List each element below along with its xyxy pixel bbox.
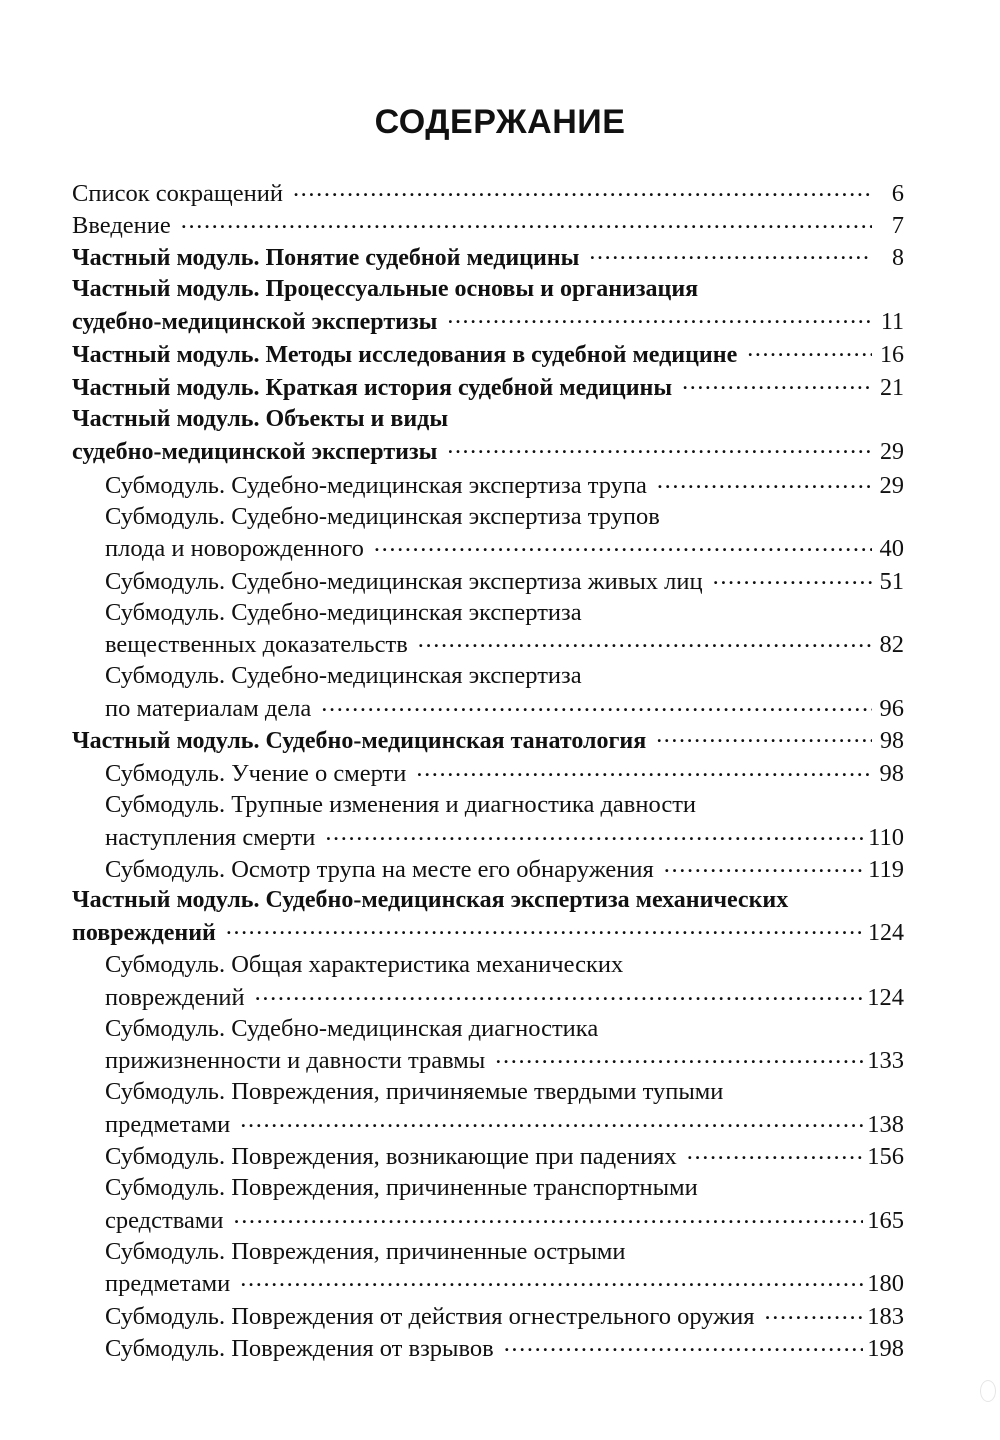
toc-entry: [72, 1076, 904, 1140]
toc-entry-row: [72, 916, 904, 949]
toc-entry-title: средствами: [105, 1206, 224, 1234]
toc-entry-row: [72, 724, 904, 757]
toc-entry: [72, 404, 904, 468]
toc-entry-title-line1: Субмодуль. Повреждения, причиненные острыми: [105, 1237, 626, 1265]
dot-leader: [447, 435, 872, 459]
dot-leader: [765, 1299, 864, 1324]
toc-entry: [72, 1332, 904, 1365]
toc-entry-row: [105, 1332, 904, 1365]
page-number: 133: [867, 1047, 904, 1074]
toc-entry-row: [105, 1044, 904, 1077]
page-number: 98: [880, 727, 904, 754]
toc-entry-title: Субмодуль. Повреждения от взрывов: [105, 1335, 494, 1362]
dot-leader: [495, 1044, 863, 1069]
toc-entry-title: плода и новорожденного: [105, 535, 364, 562]
toc-entry-title-line1: Субмодуль. Судебно-медицинская диагностика: [105, 1014, 599, 1042]
toc-entry-row: [105, 1203, 904, 1236]
toc-entry: [72, 1140, 904, 1173]
dot-leader: [240, 1107, 863, 1132]
page-number: 8: [892, 245, 904, 271]
toc-entry-title: предметами: [105, 1270, 231, 1297]
page-number: 29: [880, 439, 904, 465]
toc-entry-title: Субмодуль. Повреждения от действия огнестрельного оружия: [105, 1302, 755, 1330]
toc-entry-row: [105, 691, 904, 724]
toc-entry: [72, 1236, 904, 1300]
toc-entry-title: прижизненности и давности травмы: [105, 1047, 486, 1074]
toc-entry: [72, 501, 904, 565]
page-number: 51: [879, 567, 904, 595]
dot-leader: [226, 916, 864, 940]
toc-entry-row: [105, 980, 904, 1013]
page-number: 138: [867, 1110, 904, 1138]
toc-entry-title-line1: Частный модуль. Процессуальные основы и организация: [72, 276, 699, 302]
toc-entry: [72, 597, 904, 661]
toc-entry-title-line1: Субмодуль. Трупные изменения и диагностика давности: [105, 791, 697, 818]
dot-leader: [233, 1203, 863, 1228]
toc-entry: [72, 1013, 904, 1077]
toc-entry-title: Субмодуль. Судебно-медицинская экспертиза живых лиц: [105, 567, 703, 595]
toc-entry-title: Введение: [72, 212, 171, 239]
toc-entry-row: [72, 371, 904, 404]
dot-leader: [664, 853, 864, 878]
toc-entry: [72, 949, 904, 1013]
dot-leader: [325, 820, 864, 845]
toc-entry-row: [105, 532, 904, 565]
dot-leader: [656, 724, 872, 748]
page-number: 156: [867, 1143, 904, 1170]
toc-entry-row: [105, 1140, 904, 1173]
toc-entry: [72, 789, 904, 853]
toc-entry-title-line1: Частный модуль. Судебно-медицинская экспертиза механических: [72, 887, 789, 913]
toc-entry: [72, 338, 904, 371]
toc-entry: [72, 468, 904, 501]
page-number: 124: [868, 920, 904, 946]
toc-entry: [72, 274, 904, 338]
dot-leader: [321, 691, 872, 716]
page-number: 6: [891, 179, 904, 207]
page-number: 7: [891, 212, 904, 239]
page-number: 16: [880, 342, 904, 368]
toc-entry: [72, 853, 904, 886]
toc-entry-row: [72, 338, 904, 371]
toc-entry-title: Субмодуль. Повреждения, возникающие при падениях: [105, 1143, 677, 1170]
page-number: 198: [867, 1335, 904, 1362]
toc-entry-title: Субмодуль. Учение о смерти: [105, 760, 407, 787]
toc-entry: [72, 885, 904, 949]
toc-entry: [72, 176, 904, 209]
toc-entry-title-line1: Субмодуль. Повреждения, причиняемые твердыми тупыми: [105, 1078, 724, 1105]
dot-leader: [418, 628, 872, 653]
toc-entry: [72, 209, 904, 242]
toc-entry-row: [105, 853, 904, 886]
page-number: 40: [879, 535, 904, 562]
toc-entry-title-line1: Субмодуль. Судебно-медицинская экспертиза: [105, 598, 582, 626]
toc-entry-title: повреждений: [72, 920, 216, 946]
toc-entry-row: [72, 209, 904, 242]
toc-entry-title: Частный модуль. Судебно-медицинская танатология: [72, 727, 647, 754]
toc-entry-title: судебно-медицинской экспертизы: [72, 309, 438, 335]
page-number: 165: [867, 1206, 904, 1234]
toc-entry-title: Субмодуль. Судебно-медицинская экспертиза трупа: [105, 471, 647, 499]
toc-entry: [72, 1299, 904, 1332]
dot-leader: [240, 1267, 863, 1292]
dot-leader: [747, 338, 872, 362]
toc-entry-title: вещественных доказательств: [105, 631, 408, 658]
toc-entry-title-line1: Частный модуль. Объекты и виды: [72, 406, 449, 432]
toc-entry-title: судебно-медицинской экспертизы: [72, 439, 438, 465]
toc-entry-row: [72, 241, 904, 274]
dot-leader: [504, 1332, 864, 1357]
dot-leader: [293, 176, 872, 201]
toc-entry-row: [72, 435, 904, 468]
page-number: 82: [879, 631, 904, 658]
dot-leader: [374, 532, 872, 557]
toc-entry-row: [72, 305, 904, 338]
toc-entry-row: [105, 1299, 904, 1332]
toc-entry-title: Частный модуль. Методы исследования в судебной медицине: [72, 342, 738, 368]
toc-entry-title: наступления смерти: [105, 823, 316, 851]
page-edge-mark: [980, 1380, 996, 1402]
dot-leader: [255, 980, 864, 1005]
page-number: 110: [868, 823, 904, 851]
page-number: 11: [880, 309, 904, 335]
toc-entry: [72, 241, 904, 274]
toc-entry-title-line1: Субмодуль. Судебно-медицинская экспертиза: [105, 662, 582, 689]
toc-entry-title: Субмодуль. Осмотр трупа на месте его обнаружения: [105, 856, 654, 883]
page-number: 124: [867, 983, 904, 1011]
page-number: 29: [879, 471, 904, 499]
page-number: 21: [880, 375, 904, 401]
page-number: 96: [879, 694, 904, 722]
toc-entry-row: [105, 1107, 904, 1140]
toc-entry: [72, 757, 904, 790]
toc-entry: [72, 660, 904, 724]
dot-leader: [657, 468, 872, 493]
toc-entry-title: предметами: [105, 1110, 231, 1138]
dot-leader: [682, 371, 872, 395]
toc-entry-row: [105, 468, 904, 501]
page-number: 98: [879, 760, 904, 787]
toc-entry-title: повреждений: [105, 983, 245, 1011]
toc-entry-row: [105, 628, 904, 661]
toc-entry: [72, 371, 904, 404]
dot-leader: [181, 209, 872, 234]
toc-entry-row: [72, 176, 904, 209]
toc-entry-title: Частный модуль. Понятие судебной медицины: [72, 245, 580, 271]
toc-entry-title: Частный модуль. Краткая история судебной медицины: [72, 375, 673, 401]
dot-leader: [713, 564, 872, 589]
toc-entry: [72, 1172, 904, 1236]
page-number: 180: [867, 1270, 904, 1297]
table-of-contents: [72, 176, 904, 1364]
dot-leader: [447, 305, 872, 329]
toc-entry-title: по материалам дела: [105, 694, 312, 722]
toc-entry-row: [105, 564, 904, 597]
toc-entry-title-line1: Субмодуль. Общая характеристика механических: [105, 951, 624, 978]
page-number: 119: [868, 856, 904, 883]
dot-leader: [416, 757, 872, 782]
toc-entry-title-line1: Субмодуль. Судебно-медицинская экспертиза трупов: [105, 502, 660, 530]
toc-entry-row: [105, 820, 904, 853]
dot-leader: [589, 241, 872, 265]
dot-leader: [687, 1140, 863, 1165]
toc-entry-title-line1: Субмодуль. Повреждения, причиненные транспортными: [105, 1174, 698, 1201]
toc-entry: [72, 564, 904, 597]
toc-entry-row: [105, 757, 904, 790]
page-number: 183: [867, 1302, 904, 1330]
page-title: СОДЕРЖАНИЕ: [374, 103, 626, 141]
toc-entry-title: Список сокращений: [72, 179, 283, 207]
toc-entry-row: [105, 1267, 904, 1300]
toc-entry: [72, 724, 904, 757]
